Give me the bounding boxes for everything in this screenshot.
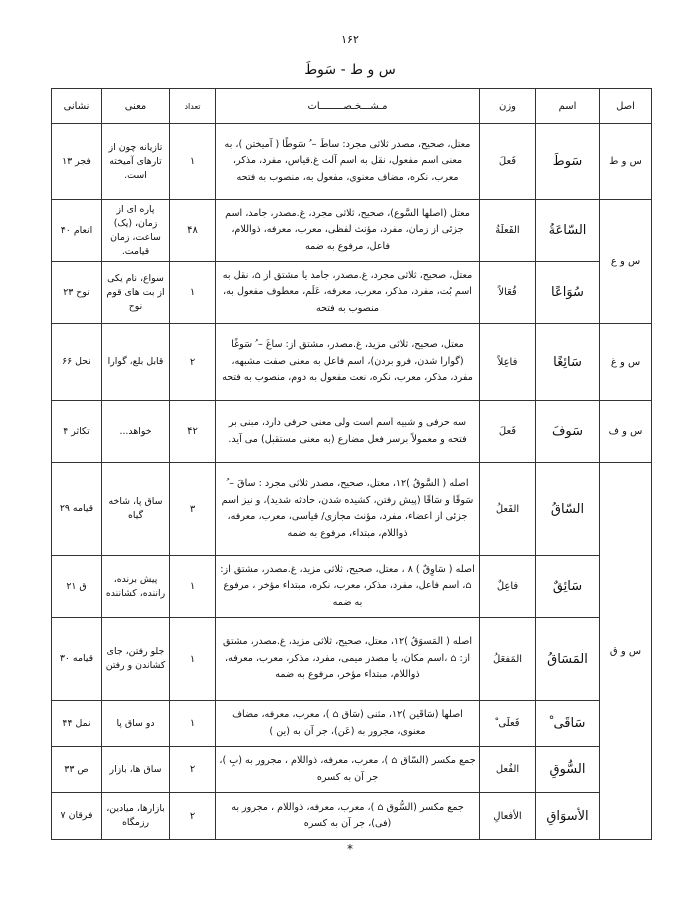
specifications-cell: معتل (اصلها السَّوع)، صحیح، ثلاثی مجرد، غ.مصدر، جامد، اسم جزئی از زمان، مفرد، مؤنث لفظی، معرب، معرفه، ذواللام، فاعل، مرفوع به ضمه [216,200,480,262]
page-title: س و ط - سَوطَ [304,62,396,78]
count-cell: ۳ [170,463,216,556]
specifications-cell: اصله ( المَسوَقُ )۱۲، معتل، صحیح، ثلاثی مزید، غ.مصدر، مشتق از: ⌂ ،اسم مکان، یا مصدر میمی، مفرد، مذکر، معرب، معرفه، ذواللام، مبتداء مؤخر، مرفوع به ضمه [216,618,480,701]
reference-cell: فجر ۱۳ [52,124,102,200]
noun-cell: الأسوَاقِ [536,793,600,840]
table-row [52,618,652,701]
root-cell: س و ق [600,463,652,840]
root-cell: س و غ [600,324,652,401]
noun-cell: سَوفَ [536,401,600,463]
specifications-cell: معتل، صحیح، ثلاثی مزید، غ.مصدر، مشتق از: ساغَ – ُ سَوغًا (گوارا شدن، فرو بردن)، اسم فاعل به معنی صفت مشبهه، مفرد، مذکر، معرب، نکره، نعت مفعول به دوم، منصوب به فتحه [216,324,480,401]
header-wazn: وزن [480,89,536,124]
reference-cell: نحل ۶۶ [52,324,102,401]
noun-cell: سَائِقٌ [536,556,600,618]
count-cell: ۲ [170,793,216,840]
table-row [52,747,652,793]
reference-cell: ق ۲۱ [52,556,102,618]
page-number: ۱۶۲ [341,33,359,46]
header-noun: اسم [536,89,600,124]
count-cell: ۲ [170,747,216,793]
count-cell: ۴۸ [170,200,216,262]
header-specifications: مـشـــخـصــــــــات [216,89,480,124]
specifications-cell: معتل، صحیح، ثلاثی مجرد، غ.مصدر، جامد یا مشتق از ⌂، نقل به اسم بُت، مفرد، مذکر، معرب، معرفه، عَلَم، معطوف مفعول به، منصوب به فتحه [216,262,480,324]
header-count: تعداد [170,89,216,124]
count-cell: ۱ [170,701,216,747]
noun-cell: سَاقَی ْ [536,701,600,747]
meaning-cell: خواهد... [102,401,170,463]
count-cell: ۱ [170,262,216,324]
wazn-cell: الفَعلُ [480,463,536,556]
table-body [52,124,652,840]
wazn-cell: فَعلَی ْ [480,701,536,747]
specifications-cell: اصله ( سَاوِقٌ ) ۸ ، معتل، صحیح، ثلاثی مزید، غ.مصدر، مشتق از: ⌂، اسم فاعل، مفرد، مذکر، معرب، نکره، مبتداء مؤخر ، مرفوع به ضمه [216,556,480,618]
meaning-cell: بازارها، میادین، رزمگاه [102,793,170,840]
noun-cell: السّاعَةُ [536,200,600,262]
meaning-cell: دو ساق پا [102,701,170,747]
wazn-cell: الفُعل [480,747,536,793]
reference-cell: قیامه ۲۹ [52,463,102,556]
table-row [52,401,652,463]
table-row [52,124,652,200]
noun-cell: سَوطَ [536,124,600,200]
lexicon-table [51,88,652,840]
header-reference: نشانی [52,89,102,124]
specifications-cell: اصله ( السَّوقُ )۱۲، معتل، صحیح، مصدر ثلاثی مجرد : ساقَ – ُ سَوقًا و سَاقًا (پیش رفتن، کشیده شدن، حادثه شدید)، و نیز اسم جزئی از اعضاء، مفرد، مؤنث مجازی/ قیاسی، معرب، معرفه، ذواللام، مبتداء، مرفوع به ضمه [216,463,480,556]
specifications-cell: اصلها (سَاقَین )۱۲، مثنی (سَاق ⌂ )، معرب، معرفه، مضاف معنوی، مجرور به (عَن)، جر آن به (ین ) [216,701,480,747]
count-cell: ۱ [170,618,216,701]
header-root: اصل [600,89,652,124]
count-cell: ۲ [170,324,216,401]
meaning-cell: جلو رفتن، جای کشاندن و رفتن [102,618,170,701]
wazn-cell: المَفعَلُ [480,618,536,701]
reference-cell: قیامه ۳۰ [52,618,102,701]
table-row [52,200,652,262]
meaning-cell: پیش برنده، راننده، کشاننده [102,556,170,618]
table-row [52,262,652,324]
root-cell: س و ف [600,401,652,463]
root-cell: س و ع [600,200,652,324]
noun-cell: السّاقُ [536,463,600,556]
noun-cell: المَسَاقُ [536,618,600,701]
table-row [52,793,652,840]
reference-cell: تکاثر ۴ [52,401,102,463]
meaning-cell: تازیانه چون از تارهای آمیخته است. [102,124,170,200]
specifications-cell: معتل، صحیح، مصدر ثلاثی مجرد: ساطَ – ُ سَوطًا ( آمیختن )، به معنی اسم مفعول، نقل به اسم آلت غ.قیاس، مفرد، مذکر، معرب، نکره، مضاف معنوی، مفعول به، منصوب به فتحه [216,124,480,200]
root-cell: س و ط [600,124,652,200]
noun-cell: سُوَاعًا [536,262,600,324]
count-cell: ۱ [170,556,216,618]
wazn-cell: الأفعالِ [480,793,536,840]
wazn-cell: فُعَالاً [480,262,536,324]
meaning-cell: سواع، نام یکی از بت های قوم نوح [102,262,170,324]
noun-cell: السُّوقِ [536,747,600,793]
meaning-cell: قابل بلع، گوارا [102,324,170,401]
table-row [52,324,652,401]
table-row [52,701,652,747]
meaning-cell: ساق پا، شاخه گیاه [102,463,170,556]
wazn-cell: فَعلَ [480,124,536,200]
meaning-cell: ساق ها، بازار [102,747,170,793]
header-meaning: معنی [102,89,170,124]
table-row [52,556,652,618]
count-cell: ۴۲ [170,401,216,463]
wazn-cell: الفَعلَةُ [480,200,536,262]
table-row [52,463,652,556]
reference-cell: ص ۳۳ [52,747,102,793]
table-header-row [52,89,652,124]
reference-cell: نوح ۲۳ [52,262,102,324]
specifications-cell: سه حرفی و شبیه اسم است ولی معنی حرفی دارد، مبنی بر فتحه و معمولاً برسر فعل مضارع (به معنی مستقبل) می آید. [216,401,480,463]
reference-cell: فرقان ۷ [52,793,102,840]
reference-cell: نمل ۴۴ [52,701,102,747]
meaning-cell: پاره ای از زمان، (یک) ساعت، زمان قیامت. [102,200,170,262]
reference-cell: انعام ۴۰ [52,200,102,262]
wazn-cell: فاعِلٌ [480,556,536,618]
count-cell: ۱ [170,124,216,200]
specifications-cell: جمع مکسر (السُّوق ⌂ )، معرب، معرفه، ذواللام ، مجرور به (فی)، جر آن به کسره [216,793,480,840]
footer-asterisk: * [347,842,353,856]
specifications-cell: جمع مکسر (السّاق ⌂ )، معرب، معرفه، ذواللام ، مجرور به (بِ )، جر آن به کسره [216,747,480,793]
noun-cell: سَائِغًا [536,324,600,401]
wazn-cell: فَعلَ [480,401,536,463]
wazn-cell: فاعِلاً [480,324,536,401]
